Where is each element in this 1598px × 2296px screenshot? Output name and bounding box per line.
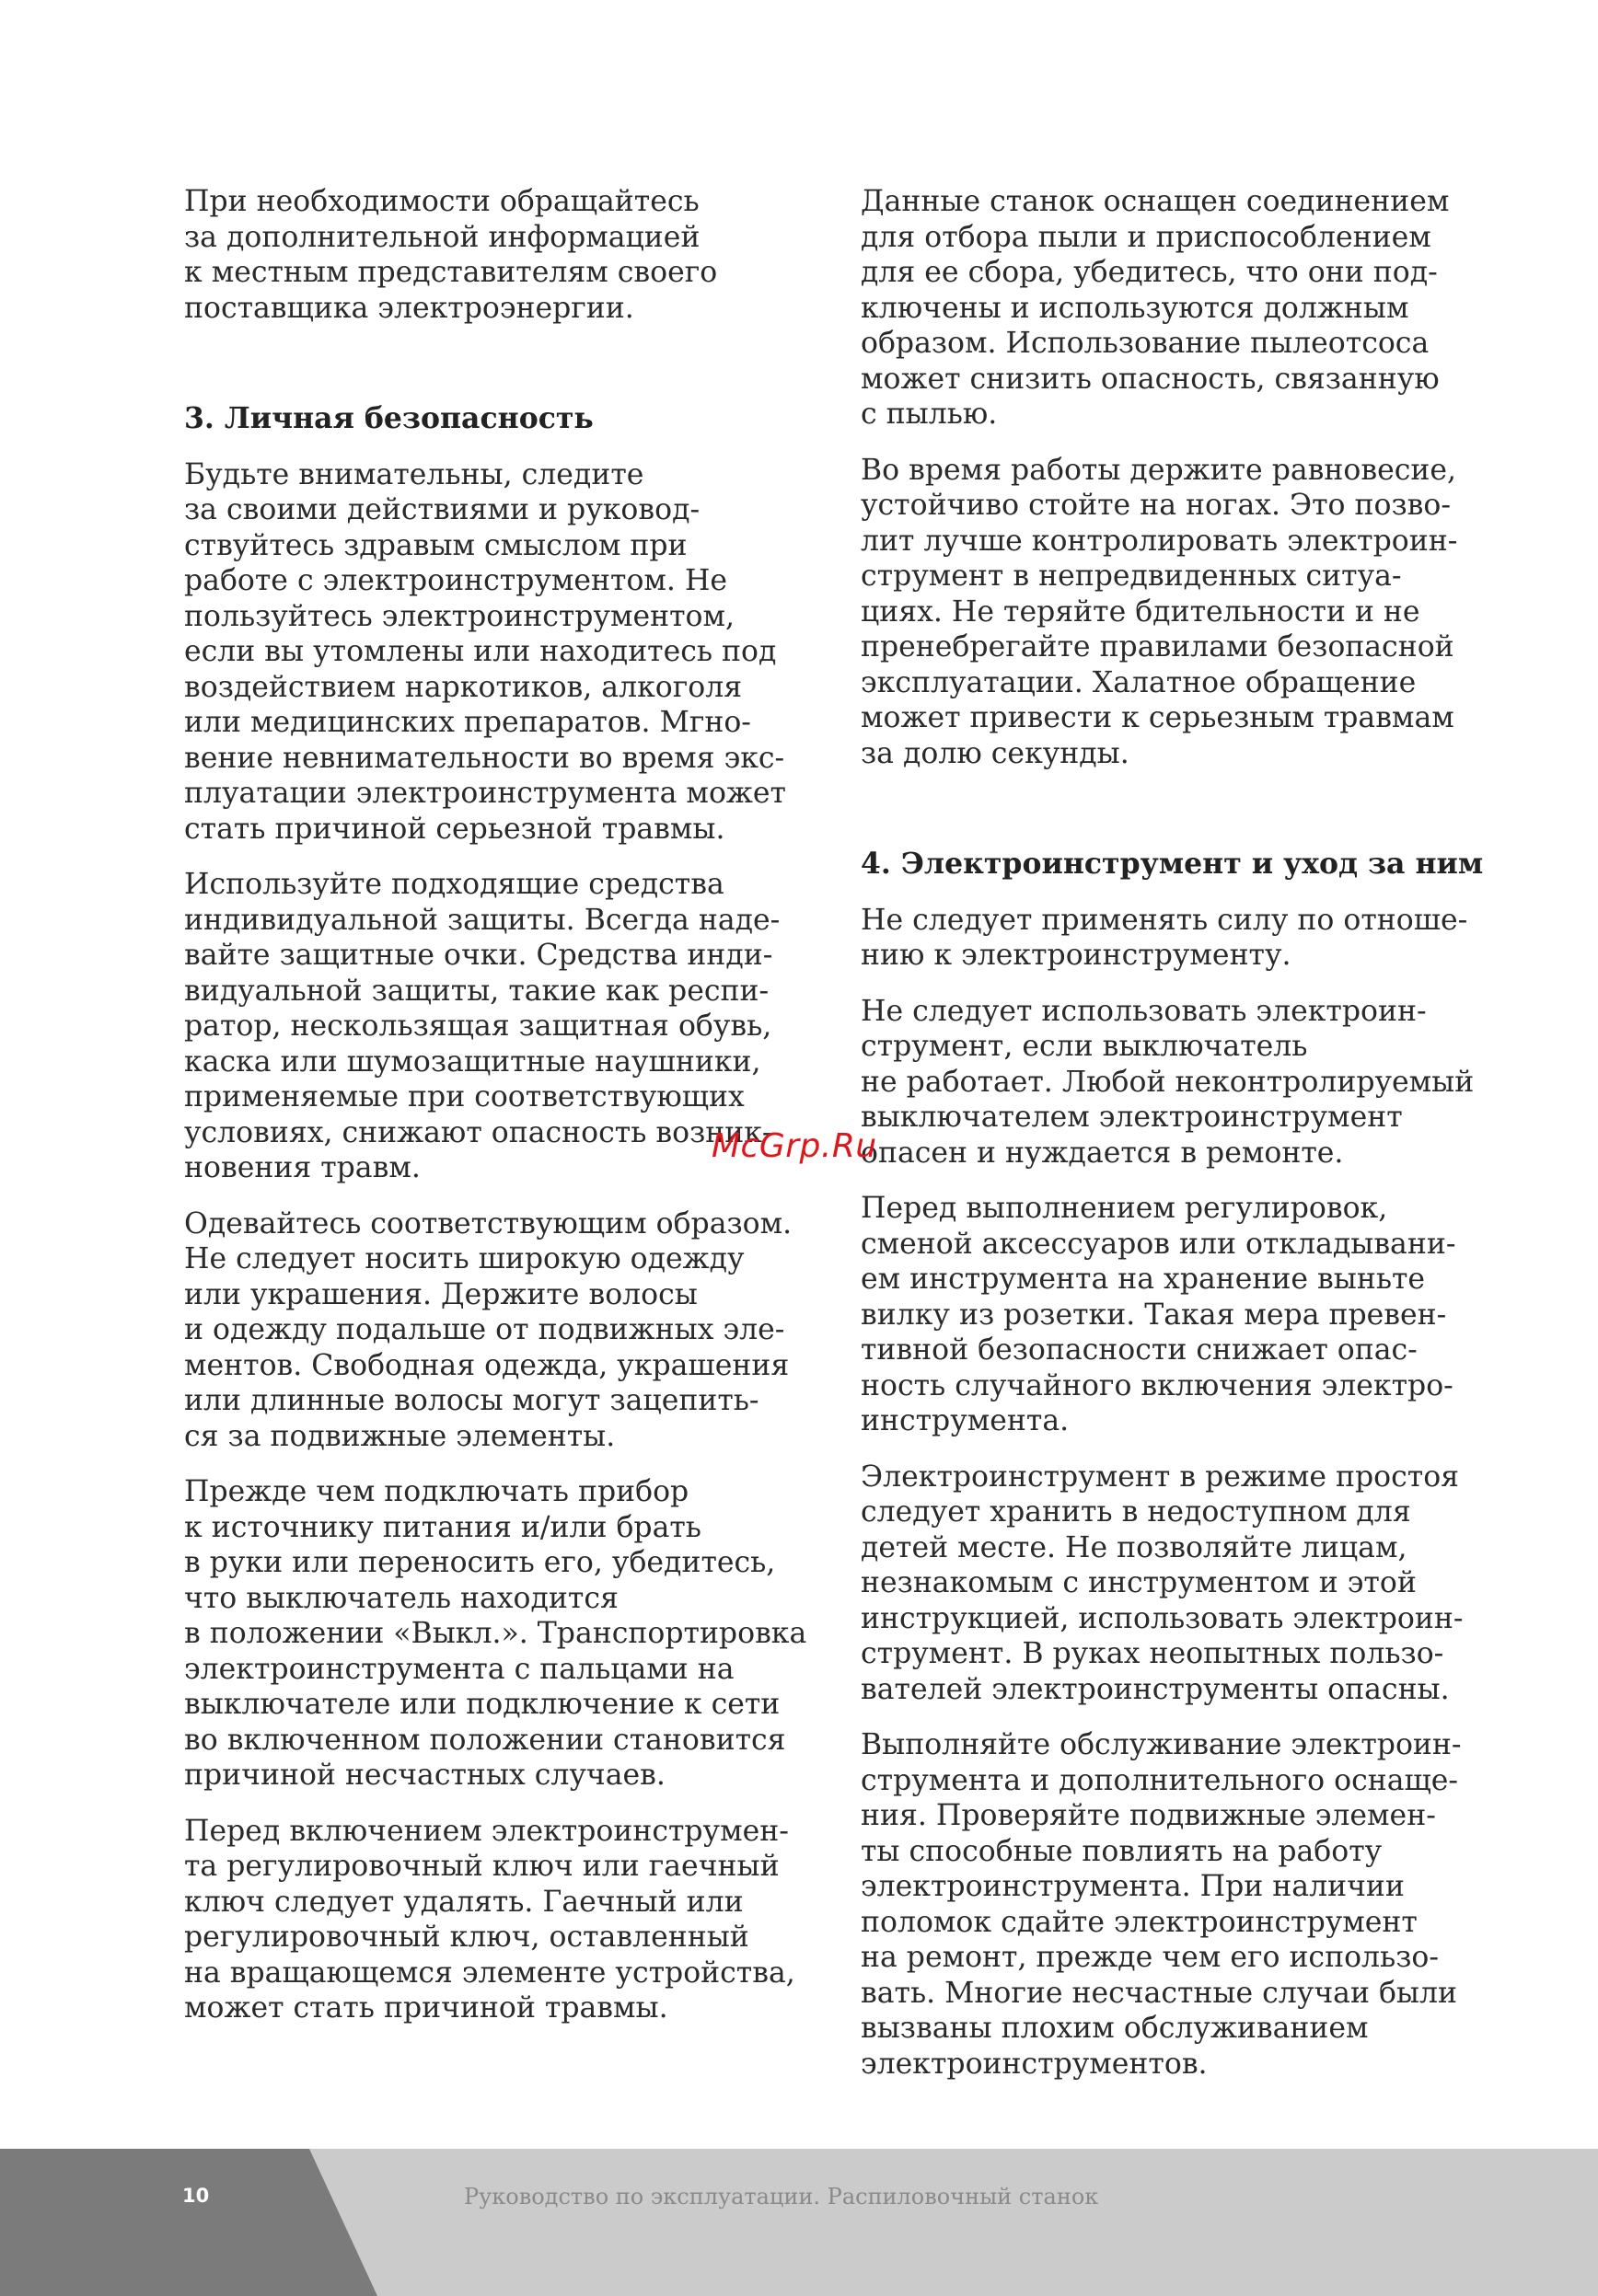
- paragraph-faulty-switch: Не следует использовать электроин- струмент, если выключатель не работает. Любой неконтролируемый выключателем электроинструмент опасен и нуждается в ремонте.: [861, 994, 1475, 1170]
- paragraph-attention: Будьте внимательны, следите за своими действиями и руковод- ствуйтесь здравым смыслом при работе с электроинструментом. Не пользуйтесь электроинструментом, если вы утомлены или находитесь под воздействием наркотиков, алкоголя или медицинских препаратов. Мгно- вение невнимательности во время экс- плуатации электроинструмента может стать причиной серьезной травмы.: [184, 457, 786, 846]
- paragraph-switch: Прежде чем подключать прибор к источнику питания и/или брать в руки или переносить его, убедитесь, что выключатель находится в положении «Выкл.». Транспортировка электроинструмента с пальцами на выключателе или подключение к сети во включенном положении становится причиной несчастных случаев.: [184, 1475, 807, 1792]
- section-heading-personal-safety: 3. Личная безопасность: [184, 401, 594, 435]
- paragraph-force: Не следует применять силу по отноше- нию к электроинструменту.: [861, 903, 1468, 972]
- paragraph-balance: Во время работы держите равновесие, устойчиво стойте на ногах. Это позво- лит лучше контролировать электроин- струмент в непредвиденных ситуа- циях. Не теряйте бдительности и не пренебрегайте правилами безопасной эксплуатации. Халатное обращение может привести к серьезным травмам за долю секунды.: [861, 453, 1458, 770]
- watermark: McGrp.Ru: [712, 1127, 877, 1165]
- footer-dark-block: [0, 2149, 377, 2296]
- page-number: 10: [182, 2185, 210, 2207]
- paragraph-dust: Данные станок оснащен соединением для отбора пыли и приспособлением для ее сбора, убедитесь, что они под- ключены и используются должным образом. Использование пылеотсоса может снизить опасность, связанную с пылью.: [861, 185, 1450, 431]
- paragraph-key: Перед включением электроинструмен- та регулировочный ключ или гаечный ключ следует удалять. Гаечный или регулировочный ключ, оставленный на вращающемся элементе устройства, может стать причиной травмы.: [184, 1814, 795, 2025]
- paragraph-storage: Электроинструмент в режиме простоя следует хранить в недоступном для детей месте. Не позволяйте лицам, незнакомым с инструментом и этой инструкцией, использовать электроин- струмент. В руках неопытных пользо- вателей электроинструменты опасны.: [861, 1460, 1464, 1706]
- paragraph-protection: Используйте подходящие средства индивидуальной защиты. Всегда наде- вайте защитные очки. Средства инди- видуальной защиты, такие как респи- ратор, нескользящая защитная обувь, каска или шумозащитные наушники, применяемые при соответствующих условиях, снижают опасность возник- новения травм.: [184, 868, 781, 1184]
- paragraph-unplug: Перед выполнением регулировок, сменой аксессуаров или откладывани- ем инструмента на хранение выньте вилку из розетки. Такая мера превен- тивной безопасности снижает опас- ность случайного включения электро- инструмента.: [861, 1192, 1456, 1437]
- section-heading-power-tool-care: 4. Электроинструмент и уход за ним: [861, 847, 1484, 881]
- paragraph-maintenance: Выполняйте обслуживание электроин- струмента и дополнительного оснаще- ния. Проверяйте подвижные элемен- ты способные повлиять на работу электроинструмента. При наличии поломок сдайте электроинструмент на ремонт, прежде чем его использо- вать. Многие несчастные случаи были вызваны плохим обслуживанием электроинструментов.: [861, 1728, 1462, 2081]
- page-footer: [0, 2149, 1598, 2296]
- footer-title: Руководство по эксплуатации. Распиловочный станок: [464, 2184, 1099, 2209]
- left-column: [184, 184, 828, 2047]
- right-column: [861, 184, 1487, 2102]
- paragraph-intro: При необходимости обращайтесь за дополнительной информацией к местным представителям своего поставщика электроэнергии.: [184, 185, 718, 325]
- paragraph-clothing: Одевайтесь соответствующим образом. Не следует носить широкую одежду или украшения. Держите волосы и одежду подальше от подвижных эле- ментов. Свободная одежда, украшения или длинные волосы могут зацепить- ся за подвижные элементы.: [184, 1206, 793, 1453]
